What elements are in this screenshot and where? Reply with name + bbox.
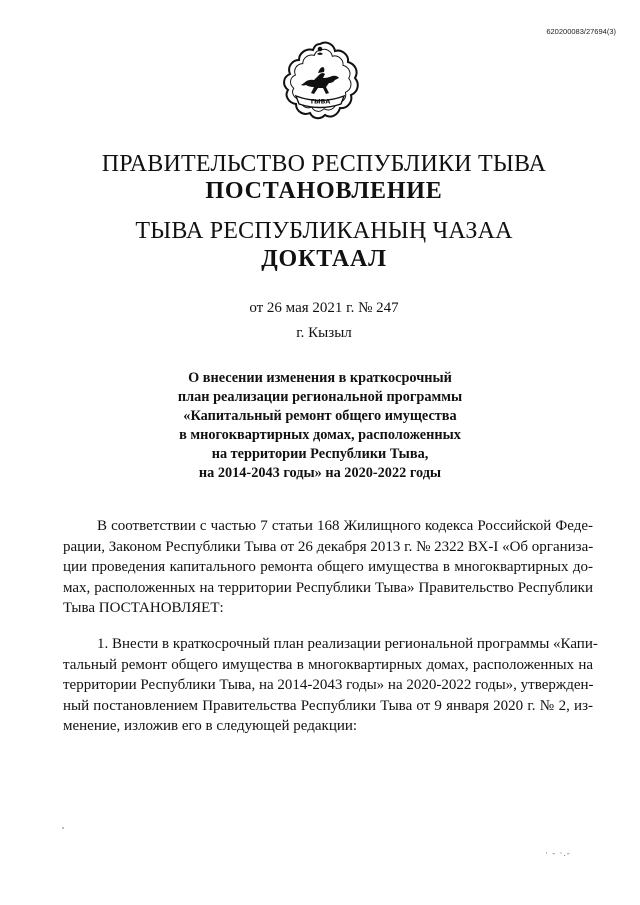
subject-line: на 2014-2043 годы» на 2020-2022 годы (198, 465, 442, 481)
clause-1-paragraph (63, 634, 598, 737)
paragraph-line: тальный ремонт общего имущества в многоквартирных домах, расположенных на (63, 656, 593, 673)
date-number: от 26 мая 2021 г. № 247 (249, 300, 399, 316)
document-type-ru: ПОСТАНОВЛЕНИЕ (205, 178, 443, 204)
paragraph-line: мах, расположенных на территории Республики Тыва» Правительство Республики (63, 579, 593, 596)
city: г. Кызыл (296, 325, 352, 341)
subject-line: на территории Республики Тыва, (211, 446, 429, 462)
paragraph-line: 1. Внести в краткосрочный план реализации региональной программы «Капи- (97, 636, 598, 652)
scan-speck (62, 827, 64, 829)
paragraph-line: территории Республики Тыва, на 2014-2043 годы» на 2020-2022 годы», утвержден- (63, 677, 594, 694)
preamble-paragraph (63, 516, 593, 619)
subject-line: в многоквартирных домах, расположенных (179, 427, 461, 443)
document-type-tyv: ДОКТААЛ (261, 246, 387, 272)
government-name-ru: ПРАВИТЕЛЬСТВО РЕСПУБЛИКИ ТЫВА (101, 151, 547, 177)
subject-line: «Капитальный ремонт общего имущества (183, 408, 457, 424)
emblem-label: ТЫВА (309, 98, 331, 106)
government-name-tyv: ТЫВА РЕСПУБЛИКАНЫҢ ЧАЗАА (135, 218, 513, 244)
subject-line: О внесении изменения в краткосрочный (188, 370, 452, 386)
paragraph-line: Тыва ПОСТАНОВЛЯЕТ: (63, 600, 224, 617)
paragraph-line: ции проведения капитального ремонта общего имущества в многоквартирных до- (63, 559, 593, 576)
paragraph-line: ный постановлением Правительства Республики Тыва от 9 января 2020 г. № 2, из- (63, 697, 593, 714)
document-code: 620200083/27694(3) (546, 27, 616, 36)
page-mark: · - ·.- (545, 848, 571, 858)
paragraph-line: В соответствии с частью 7 статьи 168 Жилищного кодекса Российской Феде- (97, 518, 593, 534)
paragraph-line: менение, изложив его в следующей редакции: (63, 718, 358, 735)
document-subject (150, 369, 490, 483)
subject-line: план реализации региональной программы (177, 389, 463, 405)
tuva-emblem-icon (280, 40, 360, 124)
paragraph-line: рации, Законом Республики Тыва от 26 декабря 2013 г. № 2322 ВХ-I «Об организа- (63, 538, 594, 555)
